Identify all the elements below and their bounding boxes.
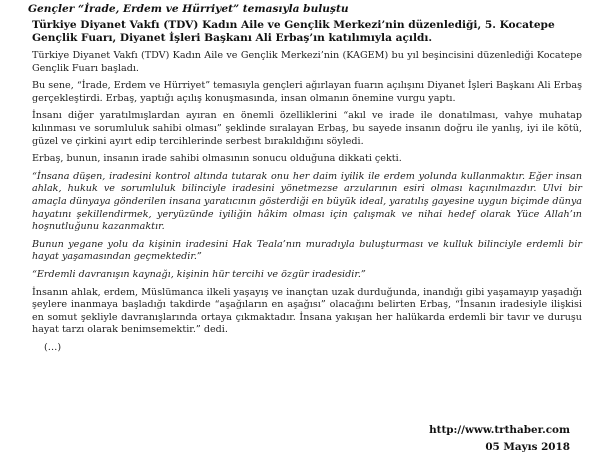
article-paragraph: İnsanı diğer yaratılmışlardan ayıran en önemli özelliklerini “akıl ve irade ile donatılması, vahye muhatap kılınması ve sorumluluk sahibi olması” şeklinde sıralayan Erbaş, bu sayede insanın doğru ile yanlış, iyi ile kötü, güzel ve çirkini ayırt edip tercihlerinde serbest bırakıldığını söyledi. <box>32 110 582 147</box>
article-ellipsis: (…) <box>44 341 62 353</box>
article-quote-paragraph: “İnsana düşen, iradesini kontrol altında tutarak onu her daim iyilik ile erdem yolunda kullanmaktır. Eğer insan ahlak, hukuk ve sorumluluk bilinciyle iradesini yönetmezse arzularının esiri olması kaçınılmazdır. Ulvi bir amaçla dünyaya gönderilen insana yaratıcının gösterdiği en büyük ideal, yaratılış gayesine uygun biçimde dünya hayatını şekillendirmek, yeryüzünde iyiliğin hâkim olması için çalışmak ve nihai hedef olarak Yüce Allah’ın hoşnutluğunu kazanmaktır. <box>32 170 582 233</box>
article-lead: Türkiye Diyanet Vakfı (TDV) Kadın Aile ve Gençlik Merkezi’nin düzenlediği, 5. Kocatepe Gençlik Fuarı, Diyanet İşleri Başkanı Ali Erbaş’ın katılımıyla açıldı. <box>32 19 555 44</box>
article-quote-paragraph: Bunun yegane yolu da kişinin iradesini Hak Teala’nın muradıyla buluşturması ve kulluk bilinciyle erdemli bir hayat yaşamasından geçmektedir.” <box>32 238 582 263</box>
source-date: 05 Mayıs 2018 <box>485 441 570 453</box>
source-url: http://www.trthaber.com <box>429 424 570 436</box>
article-paragraph: Bu sene, “İrade, Erdem ve Hürriyet” temasıyla gençleri ağırlayan fuarın açılışını Diyanet İşleri Başkanı Ali Erbaş gerçekleştirdi. Erbaş, yaptığı açılış konuşmasında, insan olmanın önemine vurgu yaptı. <box>32 80 582 104</box>
article-paragraph: Türkiye Diyanet Vakfı (TDV) Kadın Aile ve Gençlik Merkezi’nin (KAGEM) bu yıl beşincisini düzenlediği Kocatepe Gençlik Fuarı başladı. <box>32 50 582 74</box>
article-quote-paragraph: “Erdemli davranışın kaynağı, kişinin hür tercihi ve özgür iradesidir.” <box>32 268 366 280</box>
article-paragraph: Erbaş, bunun, insanın irade sahibi olmasının sonucu olduğuna dikkati çekti. <box>32 153 402 165</box>
article-paragraph: İnsanın ahlak, erdem, Müslümanca ilkeli yaşayış ve inançtan uzak durduğunda, inandığı gibi yaşamayıp yaşadığı şeylere inanmaya başladığı takdirde “aşağıların en aşağısı” olacağını belirten Erbaş, “İnsanın iradesiyle ilişkisi en somut şekliyle davranışlarında ortaya çıkmaktadır. İnsana yakışan her halükarda erdemli bir tavır ve duruşu hayat tarzı olarak benimsemektir.” dedi. <box>32 286 582 336</box>
article-source <box>429 424 570 458</box>
article-headline: Gençler “İrade, Erdem ve Hürriyet” temasıyla buluştu <box>28 3 349 15</box>
